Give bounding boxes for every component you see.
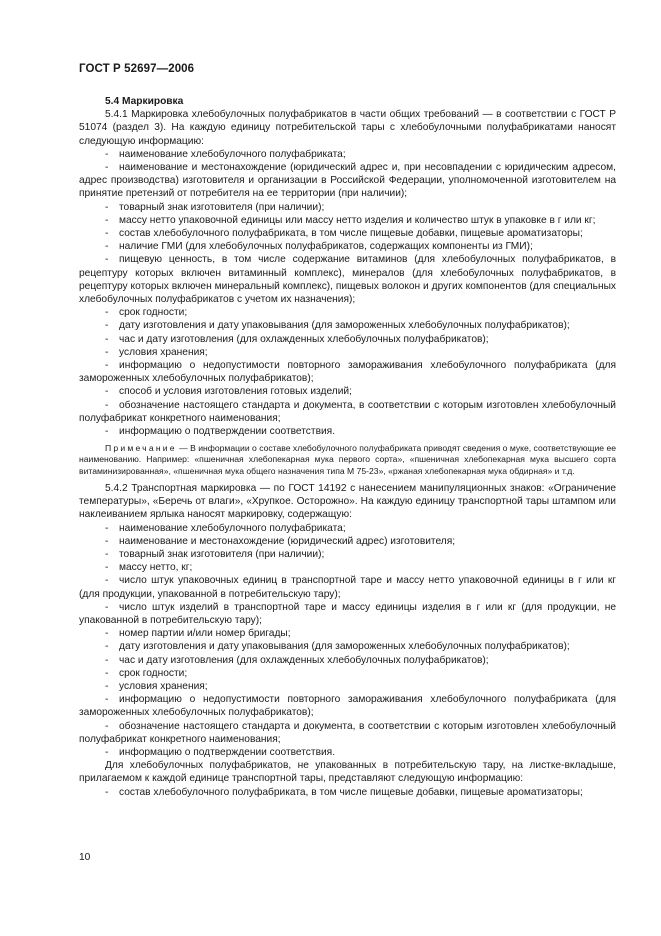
dash-marker: - [105,575,109,587]
list-item-text: информацию о недопустимости повторного замораживания хлебобулочного полуфабриката (для замороженных хлебобулочных полуфабрикатов); [79,360,616,385]
list-item [79,148,616,161]
list-item-text: число штук упаковочных единиц в транспортной таре и массу нетто упаковочной единицы в г или кг (для продукции, упакованной в потребительскую тару); [79,575,616,600]
list-item-text: срок годности; [119,307,188,319]
list-item [79,640,616,653]
list-item [79,399,616,425]
list-item-text: обозначение настоящего стандарта и документа, в соответствии с которым изготовлен хлебобулочный полуфабрикат конкретного наименования; [79,720,616,745]
list-item-text: товарный знак изготовителя (при наличии); [119,548,325,560]
list-item [79,601,616,627]
section-heading: 5.4 Маркировка [105,96,184,107]
dash-marker: - [105,386,109,398]
clause-5-4-1-list [79,148,616,438]
list-item-text: товарный знак изготовителя (при наличии); [119,201,325,213]
dash-marker: - [105,601,109,613]
list-item [79,654,616,667]
list-item [79,548,616,561]
list-item [79,786,616,799]
list-item-text: массу нетто, кг; [119,562,193,574]
list-item [79,627,616,640]
clause-5-4-2-paragraph: Для хлебобулочных полуфабрикатов, не упакованных в потребительскую тару, на листке-вкладыше, прилагаемом к каждой единице транспортной тары, представляют следующую информацию: [79,760,616,785]
dash-marker: - [105,680,109,692]
list-item [79,667,616,680]
dash-marker: - [105,320,109,332]
list-item [79,680,616,693]
list-item-text: наименование хлебобулочного полуфабриката; [119,148,346,160]
list-item-text: наименование и местонахождение (юридический адрес) изготовителя; [119,535,456,547]
dash-marker: - [105,148,109,160]
list-item-text: массу нетто упаковочной единицы или массу нетто изделия и количество штук в упаковке в г или кг; [119,214,596,226]
dash-marker: - [105,399,109,411]
dash-marker: - [105,720,109,732]
clause-5-4-2-insert-list [79,786,616,799]
list-item [79,693,616,719]
list-item-text: час и дату изготовления (для охлажденных хлебобулочных полуфабрикатов); [119,654,489,666]
dash-marker: - [105,426,109,438]
list-item-text: наименование и местонахождение (юридический адрес и, при несовпадении с юридическим адресом, адрес производства) изготовителя и организации в Российской Федерации, уполномоченной изготовителем на принятие претензий от потребителя на ее территории (при наличии); [79,162,616,200]
list-item [79,385,616,398]
note-label: Примечание [105,443,177,454]
list-item-text: наименование хлебобулочного полуфабриката; [119,522,346,534]
document-body [79,95,616,799]
list-item-text: информацию о подтверждении соответствия. [119,426,336,438]
list-item-text: срок годности; [119,667,188,679]
list-item [79,561,616,574]
dash-marker: - [105,162,109,174]
dash-marker: - [105,241,109,253]
dash-marker: - [105,667,109,679]
list-item [79,720,616,746]
list-item-text: условия хранения; [119,680,208,692]
document-header: ГОСТ Р 52697—2006 [79,63,195,75]
dash-marker: - [105,307,109,319]
dash-marker: - [105,522,109,534]
dash-marker: - [105,254,109,266]
list-item-text: условия хранения; [119,346,208,358]
list-item-text: пищевую ценность, в том числе содержание витаминов (для хлебобулочных полуфабрикатов, в рецептуру которых включен витаминный комплекс), минералов (для хлебобулочных полуфабрикатов, в рецептуру которых включен минеральный комплекс), пищевых волокон и других компонентов (для специальных хлебобулочных полуфабрикатов с учетом их назначения); [79,254,616,306]
list-item-text: номер партии и/или номер бригады; [119,628,291,640]
list-item-text: способ и условия изготовления готовых изделий; [119,386,352,398]
dash-marker: - [105,746,109,758]
list-item [79,161,616,201]
note-text: — В информации о составе хлебобулочного полуфабриката приводят сведения о муке, соответствующие ее наименованию. Например: «пшеничная хлебопекарная мука первого сорта», «пшеничная хлебопекарная мука высшего сорта витаминизированная», «пшеничная мука общего назначения типа М 75-23», «ржаная хлебопекарная мука обдирная» и т.д. [79,443,616,476]
list-item-text: число штук изделий в транспортной таре и массу единицы изделия в г или кг (для продукции, не упакованной в потребительскую тару); [79,601,616,626]
page-number: 10 [79,852,91,863]
clause-5-4-1-intro: 5.4.1 Маркировка хлебобулочных полуфабрикатов в части общих требований — в соответствии с ГОСТ Р 51074 (раздел 3). На каждую единицу потребительской тары с хлебобулочными полуфабрикатами наносят следующую информацию: [79,109,616,147]
list-item [79,253,616,306]
dash-marker: - [105,654,109,666]
list-item [79,425,616,438]
list-item-text: наличие ГМИ (для хлебобулочных полуфабрикатов, содержащих компоненты из ГМИ); [119,241,533,253]
list-item-text: дату изготовления и дату упаковывания (для замороженных хлебобулочных полуфабрикатов); [119,641,570,653]
list-item [79,535,616,548]
list-item [79,746,616,759]
list-item-text: час и дату изготовления (для охлажденных хлебобулочных полуфабрикатов); [119,333,489,345]
list-item [79,346,616,359]
list-item [79,227,616,240]
list-item-text: информацию о подтверждении соответствия. [119,746,336,758]
list-item [79,201,616,214]
list-item-text: состав хлебобулочного полуфабриката, в том числе пищевые добавки, пищевые ароматизаторы; [119,228,583,240]
dash-marker: - [105,535,109,547]
list-item-text: дату изготовления и дату упаковывания (для замороженных хлебобулочных полуфабрикатов); [119,320,570,332]
dash-marker: - [105,214,109,226]
note [79,443,616,477]
list-item-text: обозначение настоящего стандарта и документа, в соответствии с которым изготовлен хлебобулочный полуфабрикат конкретного наименования; [79,399,616,424]
dash-marker: - [105,641,109,653]
dash-marker: - [105,346,109,358]
list-item-text: состав хлебобулочного полуфабриката, в том числе пищевые добавки, пищевые ароматизаторы; [119,786,583,798]
dash-marker: - [105,786,109,798]
list-item-text: информацию о недопустимости повторного замораживания хлебобулочного полуфабриката (для замороженных хлебобулочных полуфабрикатов); [79,694,616,719]
list-item [79,359,616,385]
list-item [79,306,616,319]
list-item [79,333,616,346]
list-item [79,319,616,332]
list-item [79,214,616,227]
dash-marker: - [105,333,109,345]
list-item [79,522,616,535]
clause-5-4-2-intro: 5.4.2 Транспортная маркировка — по ГОСТ 14192 с нанесением манипуляционных знаков: «Ограничение температуры», «Беречь от влаги», «Хрупкое. Осторожно». На каждую единицу транспортной тары штампом или наклеиванием ярлыка наносят маркировку, содержащую: [79,482,616,521]
dash-marker: - [105,628,109,640]
list-item [79,240,616,253]
dash-marker: - [105,694,109,706]
dash-marker: - [105,548,109,560]
dash-marker: - [105,201,109,213]
list-item [79,574,616,600]
clause-5-4-2-list [79,522,616,760]
dash-marker: - [105,562,109,574]
dash-marker: - [105,360,109,372]
dash-marker: - [105,228,109,240]
